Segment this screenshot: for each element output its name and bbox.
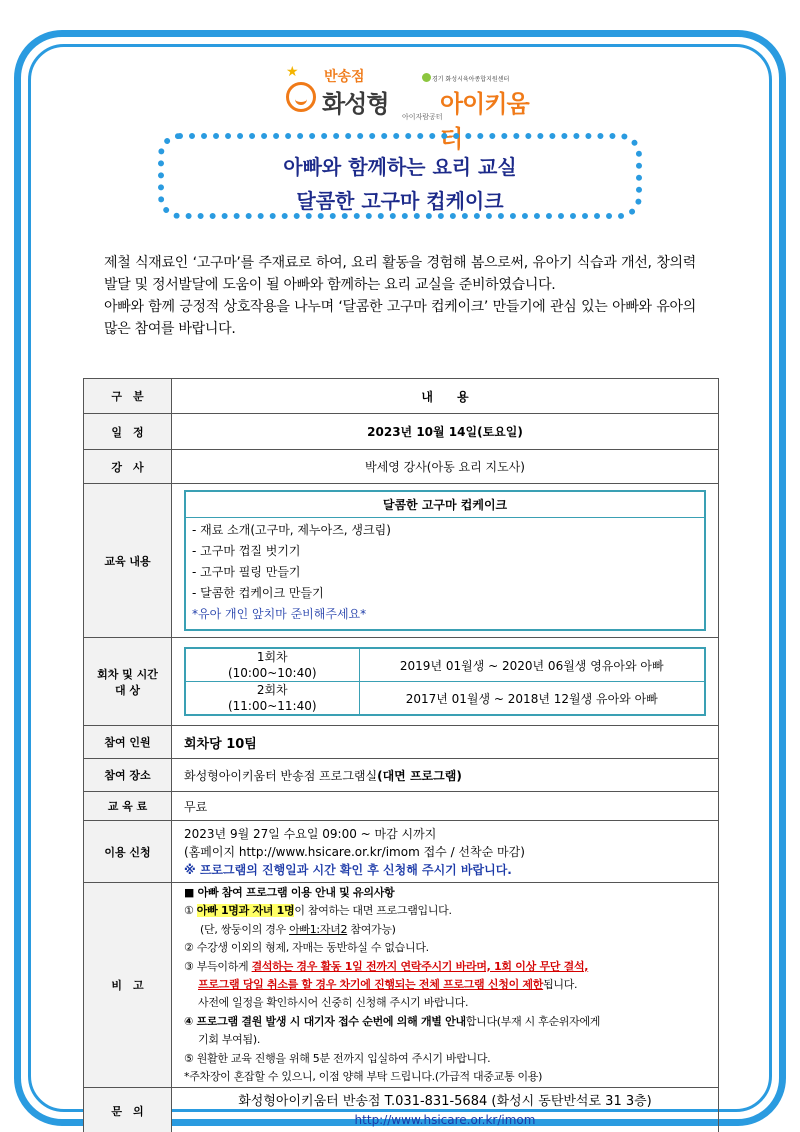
note-4-bold: ④ 프로그램 결원 발생 시 대기자 접수 순번에 의해 개별 안내: [184, 1014, 466, 1028]
logo-name-part2: 아이키움터: [440, 90, 529, 153]
apply-label: 이용 신청: [84, 821, 172, 883]
venue-row: [84, 759, 719, 792]
apply-method: (홈페이지 http://www.hsicare.or.kr/imom 접수 / 선착순 마감): [184, 844, 525, 859]
instructor-label: 강 사: [84, 450, 172, 484]
sessions-row: [84, 638, 719, 726]
education-label: 교육 내용: [84, 484, 172, 638]
header-label: 구 분: [84, 379, 172, 414]
education-content: [172, 484, 719, 638]
note-3-prefix: ③ 부득이하게: [184, 959, 252, 973]
list-item: - 달콤한 컵케이크 만들기: [192, 586, 324, 600]
session-2-target: 2017년 01월생 ~ 2018년 12월생 유아와 아빠: [359, 682, 705, 716]
smile-icon: [286, 82, 316, 112]
session-1-name: [185, 648, 359, 682]
program-table: [83, 378, 719, 1132]
sessions-content: [172, 638, 719, 726]
venue-name: 화성형아이키움터 반송점 프로그램실: [184, 768, 378, 783]
list-item: - 재료 소개(고구마, 제누아즈, 생크림): [192, 523, 391, 537]
logo: [282, 64, 542, 153]
list-item: - 고구마 껍질 벗기기: [192, 544, 301, 558]
date-row: [84, 414, 719, 450]
list-item: - 고구마 필링 만들기: [192, 565, 301, 579]
title-box: [158, 133, 642, 219]
note-2: ② 수강생 이외의 형제, 자매는 동반하실 수 없습니다.: [184, 941, 429, 955]
notes-heading: ■ 아빠 참여 프로그램 이용 안내 및 유의사항: [184, 886, 395, 899]
note-1-sub-prefix: (단, 쌍둥이의 경우: [200, 922, 290, 936]
logo-org: 경기 화성시육아종합지원센터: [432, 76, 510, 83]
session-2-label: 2회차: [256, 683, 288, 697]
fee-label: 교 육 료: [84, 792, 172, 821]
notes-content: [172, 883, 719, 1088]
table-row: [185, 682, 705, 716]
note-1-suffix: 이 참여하는 대면 프로그램입니다.: [294, 904, 452, 918]
education-box-title: 달콤한 고구마 컵케이크: [186, 492, 704, 518]
sessions-label-line1: 회차 및 시간: [97, 667, 158, 681]
participants-row: [84, 726, 719, 759]
logo-branch: 반송점: [324, 69, 365, 85]
venue-type: (대면 프로그램): [377, 768, 462, 783]
note-4-normal: 합니다(부재 시 후순위자에게: [465, 1014, 601, 1028]
education-items: [186, 518, 704, 629]
sessions-label: [84, 638, 172, 726]
contact-label: 문 의: [84, 1088, 172, 1132]
note-1-sub-suffix: 참여가능): [347, 922, 396, 936]
sessions-label-line2: 대 상: [114, 683, 141, 697]
note-4: [184, 1013, 706, 1031]
intro-paragraph-2: 아빠와 함께 긍정적 상호작용을 나누며 ‘달콤한 고구마 컵케이크’ 만들기에 관심 있는 아빠와 유아의 많은 참여를 바랍니다.: [104, 299, 696, 337]
session-2-time: (11:00~11:40): [227, 699, 317, 713]
note-3-suffix: 됩니다.: [543, 978, 578, 992]
session-1-label: 1회차: [256, 650, 288, 664]
date-label: 일 정: [84, 414, 172, 450]
venue-label: 참여 장소: [84, 759, 172, 792]
education-note: *유아 개인 앞치마 준비해주세요*: [192, 607, 367, 621]
contact-content: [172, 1088, 719, 1132]
instructor-value: 박세영 강사(아동 요리 지도사): [172, 450, 719, 484]
date-value: 2023년 10월 14일(토요일): [172, 414, 719, 450]
apply-period: 2023년 9월 27일 수요일 09:00 ~ 마감 시까지: [184, 826, 437, 841]
session-1-time: (10:00~10:40): [227, 666, 317, 680]
contact-row: [84, 1088, 719, 1132]
star-icon: ★: [286, 64, 299, 80]
title-line1: 아빠와 함께하는 요리 교실: [283, 155, 517, 179]
session-1-target: 2019년 01월생 ~ 2020년 06월생 영유아와 아빠: [359, 648, 705, 682]
note-1-sub-underline: 아빠1:자녀2: [289, 922, 348, 936]
intro-paragraph-1: 제철 식재료인 ‘고구마’를 주재료로 하여, 요리 활동을 경험해 봄으로써, 유아기 식습과 개선, 창의력 발달 및 정서발달에 도움이 될 아빠와 함께하는 요리 교실을 준비하였습니다.: [104, 255, 696, 293]
contact-info: 화성형아이키움터 반송점 T.031-831-5684 (화성시 동탄반석로 31 3층): [238, 1093, 652, 1109]
notes-row: [84, 883, 719, 1088]
contact-link[interactable]: http://www.hsicare.or.kr/imom: [354, 1112, 536, 1127]
logo-name-part1: 화성형: [322, 90, 389, 118]
notes-label: 비 고: [84, 883, 172, 1088]
header-content: 내 용: [172, 379, 719, 414]
note-3-warning-1: 결석하는 경우 활동 1일 전까지 연락주시기 바라며, 1회 이상 무단 결석,: [251, 959, 589, 973]
note-1-highlight: 아빠 1명과 자녀 1명: [196, 904, 295, 918]
note-1: [184, 902, 706, 920]
apply-content: [172, 821, 719, 883]
apply-notice: ※ 프로그램의 진행일과 시간 확인 후 신청해 주시기 바랍니다.: [184, 862, 512, 877]
session-2-name: [185, 682, 359, 716]
note-4-sub: 기회 부여됨).: [198, 1033, 261, 1047]
venue-value: [172, 759, 719, 792]
participants-value: 회차당 10팀: [172, 726, 719, 759]
note-6: *주차장이 혼잡할 수 있으니, 이점 양해 부탁 드립니다.(가급적 대중교통 이용): [184, 1070, 543, 1084]
participants-label: 참여 인원: [84, 726, 172, 759]
org-mark-icon: [422, 73, 431, 82]
note-3: [184, 958, 706, 976]
logo-subtitle: 아이자람공터: [402, 113, 443, 121]
table-header-row: [84, 379, 719, 414]
education-box: [184, 490, 706, 631]
note-3-sub: 사전에 일정을 확인하시어 신중히 신청해 주시기 바랍니다.: [198, 996, 469, 1010]
note-1-prefix: ①: [184, 904, 197, 918]
fee-value: 무료: [172, 792, 719, 821]
note-1-sub: [184, 921, 706, 939]
note-3-continued: [184, 976, 706, 994]
note-5: ⑤ 원활한 교육 진행을 위해 5분 전까지 입실하여 주시기 바랍니다.: [184, 1051, 491, 1065]
apply-row: [84, 821, 719, 883]
intro: [104, 252, 696, 340]
note-3-warning-2: 프로그램 당일 취소를 할 경우 차기에 진행되는 전체 프로그램 신청이 제한: [198, 978, 544, 992]
education-row: [84, 484, 719, 638]
instructor-row: [84, 450, 719, 484]
session-table: [184, 647, 706, 716]
table-row: [185, 648, 705, 682]
title-line2: 달콤한 고구마 컵케이크: [296, 189, 504, 213]
fee-row: [84, 792, 719, 821]
